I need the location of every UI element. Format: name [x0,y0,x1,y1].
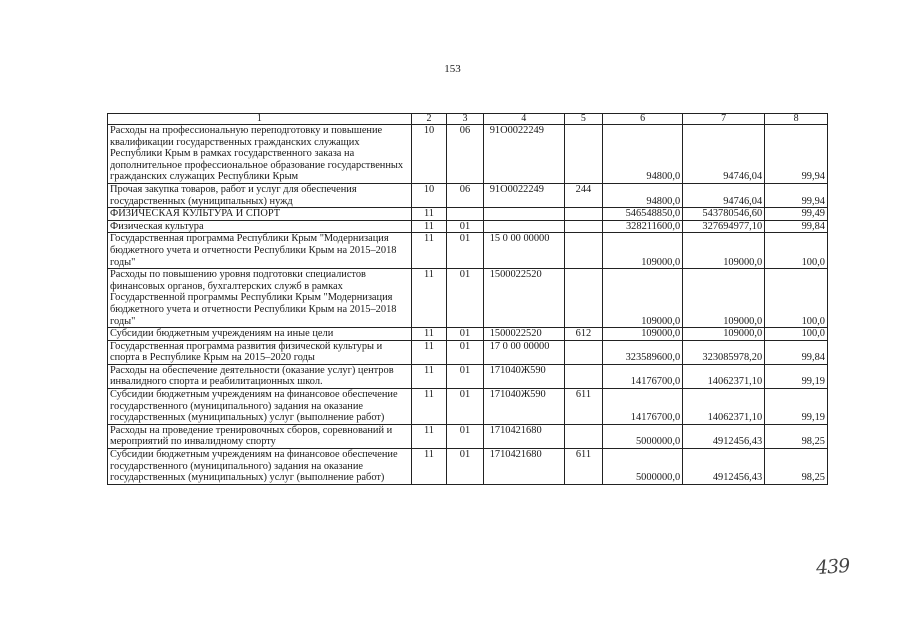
percent-cell: 99,94 [765,183,828,207]
plan-amount-cell: 323589600,0 [603,340,683,364]
subsection-cell: 01 [447,449,483,485]
plan-amount-cell: 109000,0 [603,233,683,269]
page-number: 153 [444,63,461,75]
target-article-cell: 15 0 00 00000 [483,233,564,269]
plan-amount-cell: 94800,0 [603,125,683,184]
expense-type-cell: 244 [564,183,602,207]
target-article-cell: 91О0022249 [483,183,564,207]
subsection-cell: 01 [447,220,483,233]
table-row [108,208,828,221]
header-cell-2: 2 [411,114,446,125]
expense-type-cell [564,208,602,221]
section-cell: 11 [411,220,446,233]
section-cell: 10 [411,183,446,207]
expense-type-cell [564,424,602,448]
plan-amount-cell: 109000,0 [603,328,683,341]
plan-amount-cell: 328211600,0 [603,220,683,233]
header-cell-3: 3 [447,114,483,125]
target-article-cell [483,208,564,221]
section-cell: 11 [411,449,446,485]
target-article-cell: 1710421680 [483,424,564,448]
target-article-cell [483,220,564,233]
plan-amount-cell: 94800,0 [603,183,683,207]
description-cell: Расходы на профессиональную переподготовку и повышение квалификации государственных гражданских служащих Республики Крым в рамках государственного заказа на дополнительное профессиональное образование государственных гражданских служащих Республики Крым [108,125,412,184]
plan-amount-cell: 14176700,0 [603,389,683,425]
subsection-cell: 06 [447,125,483,184]
table-row [108,424,828,448]
percent-cell: 98,25 [765,449,828,485]
subsection-cell: 06 [447,183,483,207]
description-cell: Расходы по повышению уровня подготовки специалистов финансовых органов, бухгалтерских служб в рамках Государственной программы Республики Крым "Модернизация бюджетного учета и отчетности Республики Крым на 2015–2018 годы" [108,269,412,328]
table-row [108,328,828,341]
subsection-cell: 01 [447,328,483,341]
header-row [108,114,828,125]
description-cell: Физическая культура [108,220,412,233]
description-cell: Расходы на проведение тренировочных сборов, соревнований и мероприятий по инвалидному спорту [108,424,412,448]
actual-amount-cell: 327694977,10 [683,220,765,233]
subsection-cell: 01 [447,424,483,448]
percent-cell: 99,94 [765,125,828,184]
table-row [108,220,828,233]
description-cell: Субсидии бюджетным учреждениям на финансовое обеспечение государственного (муниципального) задания на оказание государственных (муниципальных) услуг (выполнение работ) [108,449,412,485]
subsection-cell [447,208,483,221]
subsection-cell: 01 [447,340,483,364]
header-cell-1: 1 [108,114,412,125]
percent-cell: 99,84 [765,220,828,233]
table-row [108,233,828,269]
percent-cell: 98,25 [765,424,828,448]
expense-type-cell: 611 [564,389,602,425]
description-cell: Государственная программа развития физической культуры и спорта в Республике Крым на 2015–2020 годы [108,340,412,364]
actual-amount-cell: 543780546,60 [683,208,765,221]
header-cell-4: 4 [483,114,564,125]
table-row [108,340,828,364]
percent-cell: 99,19 [765,389,828,425]
section-cell: 11 [411,208,446,221]
description-cell: Прочая закупка товаров, работ и услуг для обеспечения государственных (муниципальных) нужд [108,183,412,207]
plan-amount-cell: 109000,0 [603,269,683,328]
actual-amount-cell: 14062371,10 [683,389,765,425]
subsection-cell: 01 [447,233,483,269]
table-row [108,389,828,425]
actual-amount-cell: 323085978,20 [683,340,765,364]
subsection-cell: 01 [447,364,483,388]
subsection-cell: 01 [447,389,483,425]
description-cell: ФИЗИЧЕСКАЯ КУЛЬТУРА И СПОРТ [108,208,412,221]
actual-amount-cell: 109000,0 [683,328,765,341]
table-row [108,449,828,485]
actual-amount-cell: 109000,0 [683,233,765,269]
expense-type-cell [564,220,602,233]
percent-cell: 99,49 [765,208,828,221]
budget-table [107,113,828,485]
table-row [108,183,828,207]
expense-type-cell [564,364,602,388]
actual-amount-cell: 94746,04 [683,125,765,184]
target-article-cell: 17 0 00 00000 [483,340,564,364]
handwritten-page-note: 439 [815,554,850,580]
plan-amount-cell: 5000000,0 [603,424,683,448]
section-cell: 11 [411,340,446,364]
description-cell: Государственная программа Республики Крым "Модернизация бюджетного учета и отчетности Республики Крым на 2015–2018 годы" [108,233,412,269]
description-cell: Субсидии бюджетным учреждениям на финансовое обеспечение государственного (муниципального) задания на оказание государственных (муниципальных) услуг (выполнение работ) [108,389,412,425]
subsection-cell: 01 [447,269,483,328]
expense-type-cell: 611 [564,449,602,485]
percent-cell: 100,0 [765,233,828,269]
table-row [108,364,828,388]
percent-cell: 99,84 [765,340,828,364]
expense-type-cell [564,269,602,328]
actual-amount-cell: 14062371,10 [683,364,765,388]
actual-amount-cell: 4912456,43 [683,449,765,485]
header-cell-6: 6 [603,114,683,125]
section-cell: 10 [411,125,446,184]
section-cell: 11 [411,269,446,328]
target-article-cell: 1710421680 [483,449,564,485]
section-cell: 11 [411,424,446,448]
header-cell-7: 7 [683,114,765,125]
section-cell: 11 [411,364,446,388]
plan-amount-cell: 546548850,0 [603,208,683,221]
description-cell: Расходы на обеспечение деятельности (оказание услуг) центров инвалидного спорта и реабилитационных школ. [108,364,412,388]
percent-cell: 99,19 [765,364,828,388]
plan-amount-cell: 14176700,0 [603,364,683,388]
expense-type-cell [564,340,602,364]
actual-amount-cell: 94746,04 [683,183,765,207]
actual-amount-cell: 109000,0 [683,269,765,328]
expense-type-cell [564,125,602,184]
percent-cell: 100,0 [765,269,828,328]
section-cell: 11 [411,233,446,269]
description-cell: Субсидии бюджетным учреждениям на иные цели [108,328,412,341]
target-article-cell: 171040Ж590 [483,364,564,388]
target-article-cell: 171040Ж590 [483,389,564,425]
expense-type-cell [564,233,602,269]
table-row [108,269,828,328]
target-article-cell: 1500022520 [483,269,564,328]
target-article-cell: 91О0022249 [483,125,564,184]
percent-cell: 100,0 [765,328,828,341]
target-article-cell: 1500022520 [483,328,564,341]
section-cell: 11 [411,328,446,341]
plan-amount-cell: 5000000,0 [603,449,683,485]
table-row [108,125,828,184]
section-cell: 11 [411,389,446,425]
header-cell-8: 8 [765,114,828,125]
expense-type-cell: 612 [564,328,602,341]
actual-amount-cell: 4912456,43 [683,424,765,448]
header-cell-5: 5 [564,114,602,125]
